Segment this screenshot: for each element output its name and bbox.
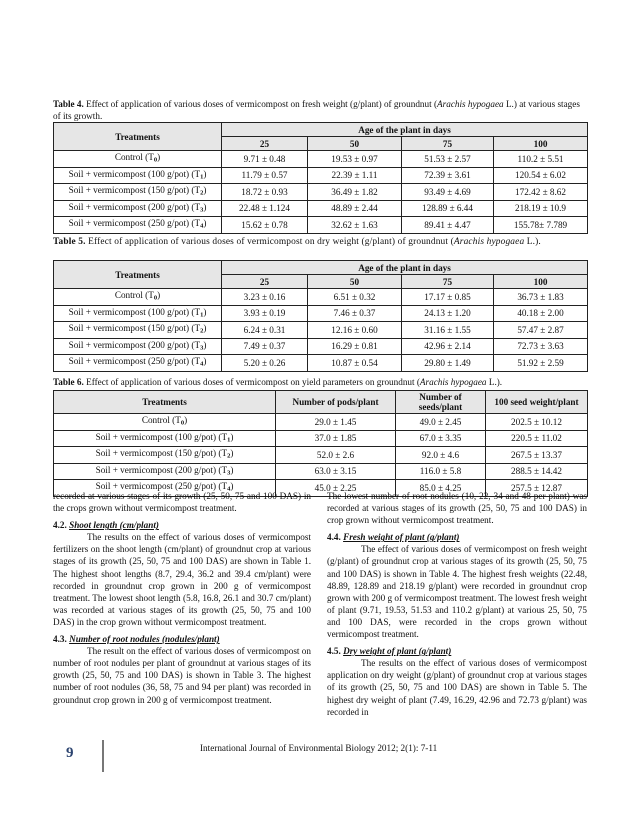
value-cell: 7.49 ± 0.37 (222, 338, 308, 355)
left-column (53, 490, 311, 706)
treatment-cell: Control $(T_0)$ (54, 289, 222, 306)
treatment-cell: Soil + vermicompost (250 g/pot) $(T_4)$ (54, 217, 222, 234)
value-cell: 22.48 ± 1.124 (222, 200, 308, 217)
treatment-cell: Soil + vermicompost (200 g/pot) $(T_3)$ (54, 200, 222, 217)
value-cell: 31.16 ± 1.55 (402, 322, 494, 339)
table4-head-day: 100 (494, 137, 588, 151)
value-cell: 36.49 ± 1.82 (308, 184, 402, 201)
value-cell: 128.89 ± 6.44 (402, 200, 494, 217)
value-cell: 40.18 ± 2.00 (494, 305, 588, 322)
footer-divider (102, 740, 104, 772)
table-row (54, 414, 588, 431)
right-column (327, 490, 587, 718)
table-row (54, 322, 588, 339)
value-cell: 22.39 ± 1.11 (308, 167, 402, 184)
value-cell: 42.96 ± 2.14 (402, 338, 494, 355)
value-cell: 51.92 ± 2.59 (494, 355, 588, 372)
value-cell: 116.0 ± 5.8 (396, 463, 486, 480)
value-cell: 3.93 ± 0.19 (222, 305, 308, 322)
table5-head-age: Age of the plant in days (222, 261, 588, 275)
value-cell: 110.2 ± 5.51 (494, 151, 588, 168)
table4 (53, 122, 588, 234)
table4-head-treatments: Treatments (54, 123, 222, 151)
table6-caption: Table 6. Effect of application of various doses of vermicompost on yield parameters on groundnut (Arachis hypogaea L.). (53, 377, 503, 387)
value-cell: 24.13 ± 1.20 (402, 305, 494, 322)
table4-head-day: 25 (222, 137, 308, 151)
treatment-cell: Soil + vermicompost (150 g/pot) $(T_2)$ (54, 447, 276, 464)
table-row (54, 151, 588, 168)
table5-head-day: 100 (494, 275, 588, 289)
treatment-cell: Soil + vermicompost (200 g/pot) $(T_3)$ (54, 338, 222, 355)
table5-caption: Table 5. Effect of application of various doses of vermicompost on dry weight (g/plant) of groundnut (Arachis hypogaea L.). (53, 237, 541, 247)
value-cell: 220.5 ± 11.02 (486, 430, 588, 447)
table5-head-day: 25 (222, 275, 308, 289)
table-row (54, 430, 588, 447)
section-heading-4-3: 4.3. Number of root nodules (nodules/plant) (53, 634, 220, 645)
treatment-cell: Soil + vermicompost (100 g/pot) $(T_1)$ (54, 167, 222, 184)
body-paragraph: recorded at various stages of its growth (25, 50, 75 and 100 DAS) in the crops grown without vermicompost treatment. (53, 491, 311, 514)
value-cell: 120.54 ± 6.02 (494, 167, 588, 184)
value-cell: 29.0 ± 1.45 (276, 414, 396, 431)
value-cell: 19.53 ± 0.97 (308, 151, 402, 168)
table4-head-age: Age of the plant in days (222, 123, 588, 137)
table-row (54, 217, 588, 234)
page-number: 9 (66, 745, 74, 761)
treatment-cell: Soil + vermicompost (150 g/pot) $(T_2)$ (54, 322, 222, 339)
value-cell: 72.73 ± 3.63 (494, 338, 588, 355)
value-cell: 10.87 ± 0.54 (308, 355, 402, 372)
table-row (54, 289, 588, 306)
table-row (54, 355, 588, 372)
value-cell: 85.0 ± 4.25 (396, 480, 486, 497)
body-paragraph: The lowest number of root nodules (10, 22, 34 and 48 per plant) was recorded at various stages of its growth (25, 50, 75 and 100 DAS) in crop grown without vermicompost treatment. (327, 491, 587, 526)
value-cell: 172.42 ± 8.62 (494, 184, 588, 201)
value-cell: 15.62 ± 0.78 (222, 217, 308, 234)
value-cell: 89.41 ± 4.47 (402, 217, 494, 234)
table5 (53, 260, 588, 372)
value-cell: 92.0 ± 4.6 (396, 447, 486, 464)
body-paragraph: The results on the effect of various doses of vermicompost fertilizers on the shoot length (cm/plant) of groundnut crop at various stages of its growth (25, 50, 75 and 100 DAS) are shown in Table 1. The highest shoot lengths (8.7, 29.4, 36.2 and 39.4 cm/plant) were recorded in groundnut crop grown in 200 g of vermicompost treatment. The lowest shoot length (5.8, 16.8, 26.1 and 30.7 cm/plant) was recorded at various stages of its growth (25, 50, 75 and 100 DAS) in the crop grown without vermicompost treatment. (53, 532, 311, 627)
value-cell: 48.89 ± 2.44 (308, 200, 402, 217)
table5-head-day: 50 (308, 275, 402, 289)
table4-head-day: 75 (402, 137, 494, 151)
value-cell: 93.49 ± 4.69 (402, 184, 494, 201)
value-cell: 29.80 ± 1.49 (402, 355, 494, 372)
value-cell: 52.0 ± 2.6 (276, 447, 396, 464)
value-cell: 267.5 ± 13.37 (486, 447, 588, 464)
section-heading-4-4: 4.4. Fresh weight of plant (g/plant) (327, 532, 460, 543)
table6-head-pods: Number of pods/plant (276, 391, 396, 414)
value-cell: 5.20 ± 0.26 (222, 355, 308, 372)
table4-caption: Table 4. Effect of application of various doses of vermicompost on fresh weight (g/plant) of groundnut (Arachis hypogaea L.) at various stages of its growth. (53, 99, 580, 121)
body-paragraph: The results on the effect of various doses of vermicompost application on dry weight (g/plant) of groundnut crop at various stages of its growth (25, 50, 75 and 100 DAS) are shown in Table 5. The highest dry weight of plant (7.49, 16.29, 42.96 and 72.73 g/plant) was recorded in (327, 658, 587, 717)
value-cell: 17.17 ± 0.85 (402, 289, 494, 306)
value-cell: 288.5 ± 14.42 (486, 463, 588, 480)
value-cell: 16.29 ± 0.81 (308, 338, 402, 355)
treatment-cell: Soil + vermicompost (100 g/pot) $(T_1)$ (54, 430, 276, 447)
value-cell: 18.72 ± 0.93 (222, 184, 308, 201)
value-cell: 9.71 ± 0.48 (222, 151, 308, 168)
table-row (54, 447, 588, 464)
section-heading-4-5: 4.5. Dry weight of plant (g/plant) (327, 646, 452, 657)
table-row (54, 305, 588, 322)
table4-head-day: 50 (308, 137, 402, 151)
table6-head-treatments: Treatments (54, 391, 276, 414)
table-row (54, 338, 588, 355)
table6-head-seeds: Number of seeds/plant (396, 391, 486, 414)
value-cell: 3.23 ± 0.16 (222, 289, 308, 306)
value-cell: 36.73 ± 1.83 (494, 289, 588, 306)
value-cell: 218.19 ± 10.9 (494, 200, 588, 217)
table5-head-treatments: Treatments (54, 261, 222, 289)
body-paragraph: The effect of various doses of vermicompost on fresh weight (g/plant) of groundnut crop at various stages of its growth (25, 50, 75 and 100 DAS) is shown in Table 4. The highest fresh weights (22.48, 48.89, 128.89 and 218.19 g/plant) were recorded in groundnut crop grown with 200 g of vermicompost treatment. The lowest fresh weight of plant (9.71, 19.53, 51.53 and 110.2 g/plant) at various 25, 50, 75 and 100 DAS, were recorded in the crops grown without vermicompost treatment. (327, 544, 587, 640)
value-cell: 6.51 ± 0.32 (308, 289, 402, 306)
value-cell: 32.62 ± 1.63 (308, 217, 402, 234)
body-paragraph: The result on the effect of various doses of vermicompost on number of root nodules per plant of groundnut at various stages of its growth (25, 50, 75 and 100 DAS) is shown in Table 3. The highest number of root nodules (36, 58, 75 and 94 per plant) was recorded in groundnut crop grown in 200 g of vermicompost treatment. (53, 646, 311, 705)
value-cell: 257.5 ± 12.87 (486, 480, 588, 497)
value-cell: 12.16 ± 0.60 (308, 322, 402, 339)
section-heading-4-2: 4.2. Shoot length (cm/plant) (53, 520, 159, 531)
table6 (53, 390, 588, 497)
value-cell: 155.78± 7.789 (494, 217, 588, 234)
value-cell: 37.0 ± 1.85 (276, 430, 396, 447)
table-row (54, 200, 588, 217)
treatment-cell: Control $(T_0)$ (54, 414, 276, 431)
value-cell: 45.0 ± 2.25 (276, 480, 396, 497)
value-cell: 72.39 ± 3.61 (402, 167, 494, 184)
treatment-cell: Soil + vermicompost (250 g/pot) $(T_4)$ (54, 480, 276, 497)
value-cell: 6.24 ± 0.31 (222, 322, 308, 339)
journal-citation: International Journal of Environmental Biology 2012; 2(1): 7-11 (200, 743, 438, 753)
table-row (54, 463, 588, 480)
value-cell: 51.53 ± 2.57 (402, 151, 494, 168)
value-cell: 57.47 ± 2.87 (494, 322, 588, 339)
table-row (54, 184, 588, 201)
value-cell: 49.0 ± 2.45 (396, 414, 486, 431)
treatment-cell: Control $(T_0)$ (54, 151, 222, 168)
treatment-cell: Soil + vermicompost (100 g/pot) $(T_1)$ (54, 305, 222, 322)
table6-head-weight: 100 seed weight/plant (486, 391, 588, 414)
treatment-cell: Soil + vermicompost (150 g/pot) $(T_2)$ (54, 184, 222, 201)
value-cell: 11.79 ± 0.57 (222, 167, 308, 184)
table-row (54, 167, 588, 184)
table5-head-day: 75 (402, 275, 494, 289)
treatment-cell: Soil + vermicompost (200 g/pot) $(T_3)$ (54, 463, 276, 480)
value-cell: 202.5 ± 10.12 (486, 414, 588, 431)
value-cell: 67.0 ± 3.35 (396, 430, 486, 447)
value-cell: 7.46 ± 0.37 (308, 305, 402, 322)
value-cell: 63.0 ± 3.15 (276, 463, 396, 480)
treatment-cell: Soil + vermicompost (250 g/pot) $(T_4)$ (54, 355, 222, 372)
